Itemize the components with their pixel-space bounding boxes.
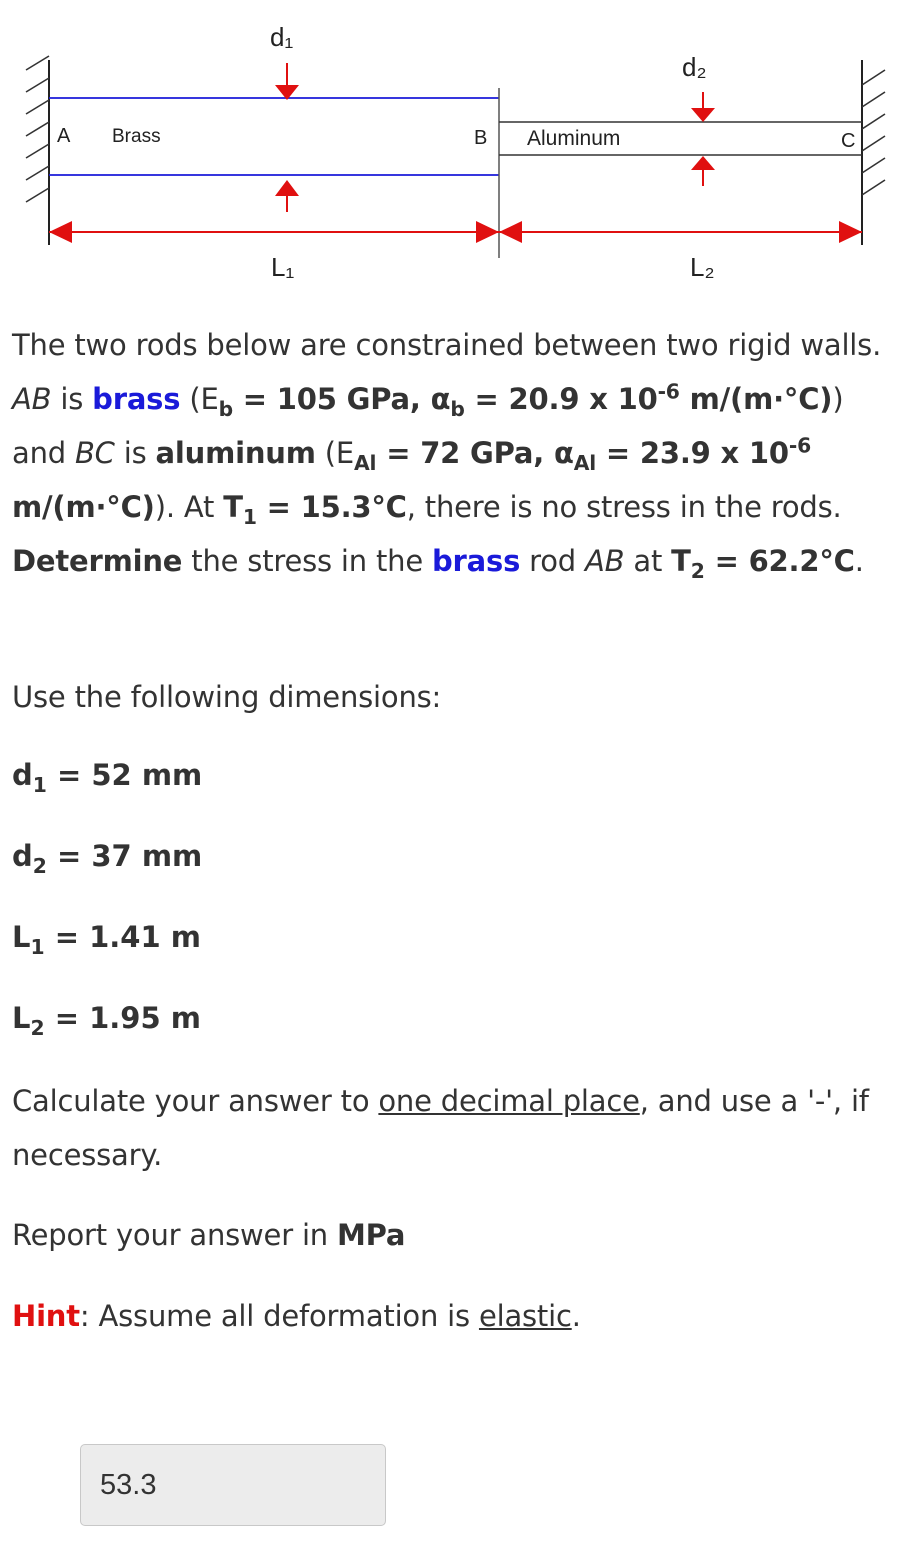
rods-diagram bbox=[0, 0, 900, 300]
text: , there is no stress in the rods. bbox=[406, 490, 842, 524]
text: and bbox=[12, 436, 75, 470]
hint bbox=[12, 1289, 892, 1343]
text: Report your answer in bbox=[12, 1218, 337, 1252]
text: = 72 GPa, α bbox=[376, 436, 574, 470]
hint-label: Hint bbox=[12, 1299, 80, 1333]
sub: 2 bbox=[690, 558, 705, 583]
length-dimension-arrows bbox=[49, 221, 862, 243]
text-bc: BC bbox=[74, 436, 115, 470]
temperature-t1 bbox=[223, 490, 407, 529]
determine-keyword: Determine bbox=[12, 544, 183, 578]
sub: 1 bbox=[242, 504, 257, 529]
text: = 1.95 m bbox=[44, 1001, 201, 1035]
text: the stress in the bbox=[182, 544, 432, 578]
label-l2: L₂ bbox=[690, 252, 715, 282]
left-wall bbox=[26, 56, 49, 245]
problem-statement bbox=[12, 318, 892, 588]
text: = 1.41 m bbox=[44, 920, 201, 954]
label-brass: Brass bbox=[112, 126, 161, 147]
label-aluminum: Aluminum bbox=[527, 127, 621, 150]
text: : Assume all deformation is bbox=[79, 1299, 479, 1333]
brass-keyword: brass bbox=[92, 382, 181, 416]
sub: Al bbox=[573, 450, 596, 475]
text: . bbox=[854, 544, 864, 578]
one-decimal-place-emphasis: one decimal place bbox=[378, 1084, 640, 1118]
sub: 1 bbox=[32, 772, 47, 797]
d2-dimension-arrows bbox=[691, 92, 715, 186]
sub: 1 bbox=[30, 934, 45, 959]
text: . bbox=[571, 1299, 581, 1333]
text: L bbox=[12, 1001, 31, 1035]
text: = 62.2°C bbox=[704, 544, 855, 578]
brass-keyword: brass bbox=[432, 544, 521, 578]
text: = 37 mm bbox=[46, 839, 203, 873]
text: d bbox=[12, 839, 33, 873]
dimension-l1 bbox=[12, 920, 201, 959]
text: The two rods below are constrained between two rigid walls. bbox=[12, 328, 882, 362]
label-d1: d₁ bbox=[270, 22, 294, 52]
text-ab: AB bbox=[12, 382, 52, 416]
label-l1: L₁ bbox=[271, 252, 295, 282]
label-d2: d₂ bbox=[682, 52, 707, 82]
text: = 20.9 x 10 bbox=[464, 382, 658, 416]
text: at bbox=[624, 544, 672, 578]
text: rod bbox=[520, 544, 586, 578]
label-a: A bbox=[57, 125, 71, 147]
text: T bbox=[671, 544, 691, 578]
answer-input[interactable] bbox=[80, 1444, 386, 1526]
sub: Al bbox=[354, 450, 377, 475]
units-instruction bbox=[12, 1208, 892, 1262]
mpa-unit: MPa bbox=[337, 1218, 406, 1252]
text: = 105 GPa, α bbox=[232, 382, 451, 416]
sub: b bbox=[218, 396, 233, 421]
text: m/(m·°C) bbox=[679, 382, 833, 416]
brass-properties bbox=[218, 379, 833, 421]
dimension-l2 bbox=[12, 1001, 201, 1040]
sub: b bbox=[450, 396, 465, 421]
sub: 2 bbox=[32, 853, 47, 878]
text: (E bbox=[315, 436, 355, 470]
sup: -6 bbox=[657, 379, 680, 404]
aluminum-keyword: aluminum bbox=[155, 436, 316, 470]
text: L bbox=[12, 920, 31, 954]
label-b: B bbox=[474, 127, 488, 149]
calculation-instructions bbox=[12, 1074, 892, 1182]
text: is bbox=[51, 382, 93, 416]
text: = 52 mm bbox=[46, 758, 203, 792]
text: ) bbox=[832, 382, 844, 416]
dimensions-intro: Use the following dimensions: bbox=[12, 680, 442, 714]
elastic-emphasis: elastic bbox=[478, 1299, 572, 1333]
text: = 23.9 x 10 bbox=[595, 436, 789, 470]
text: , and use a '-', if necessary. bbox=[12, 1084, 869, 1172]
text: d bbox=[12, 758, 33, 792]
temperature-t2 bbox=[671, 544, 855, 583]
text: is bbox=[114, 436, 156, 470]
dimension-d2 bbox=[12, 839, 203, 878]
text-ab: AB bbox=[585, 544, 625, 578]
text: ). At bbox=[154, 490, 224, 524]
text: m/(m·°C) bbox=[12, 490, 155, 524]
sup: -6 bbox=[788, 433, 812, 458]
text: T bbox=[223, 490, 243, 524]
text: Calculate your answer to bbox=[12, 1084, 379, 1118]
sub: 2 bbox=[30, 1015, 45, 1040]
text: (E bbox=[180, 382, 219, 416]
right-wall bbox=[862, 60, 885, 245]
label-c: C bbox=[841, 130, 856, 152]
text: = 15.3°C bbox=[256, 490, 407, 524]
dimension-d1 bbox=[12, 758, 203, 797]
d1-dimension-arrows bbox=[275, 63, 299, 212]
